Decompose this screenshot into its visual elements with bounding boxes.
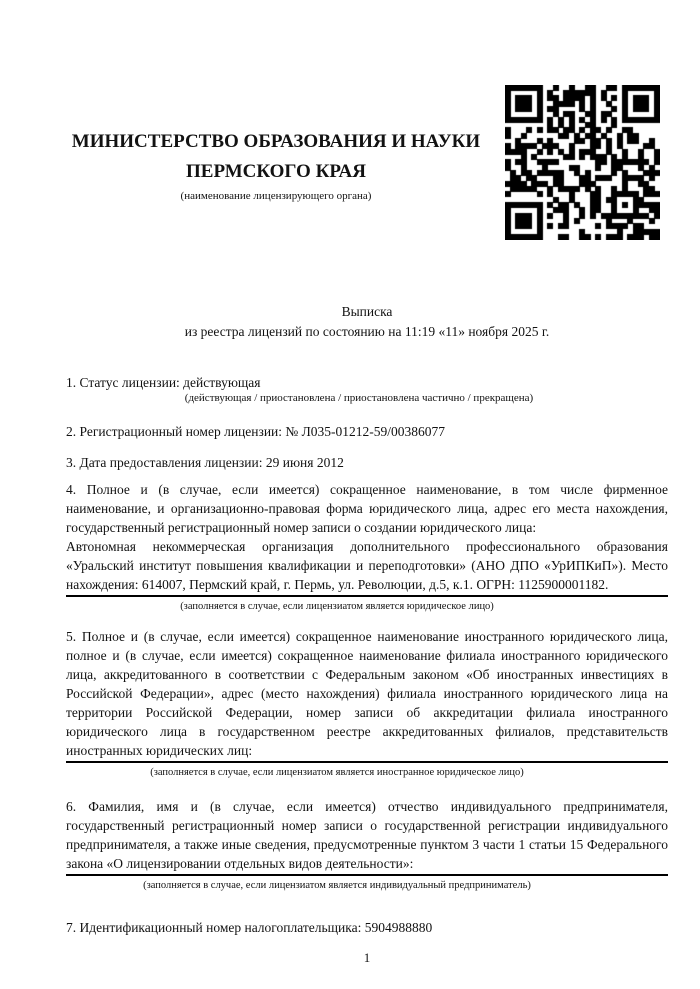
item-6-individual-entrepreneur (66, 797, 668, 892)
item-1-license-status (66, 373, 668, 404)
ministry-name-line2: ПЕРМСКОГО КРАЯ (186, 161, 366, 182)
item-7-taxpayer-number: 7. Идентификационный номер налогоплательщика: 5904988880 (66, 920, 433, 935)
document-title: Выписка (341, 304, 393, 319)
document-subtitle: из реестра лицензий по состоянию на 11:19 «11» ноября 2025 г. (184, 324, 550, 339)
item-3-license-date: 3. Дата предоставления лицензии: 29 июня 2012 (66, 455, 344, 470)
item-5-fill-line (66, 761, 668, 763)
item-5-foreign-entity (66, 627, 668, 779)
item-6-fill-line (66, 874, 668, 876)
item-4-legal-entity (66, 480, 668, 613)
item-4-fill-line (66, 595, 668, 597)
item-4-text: 4. Полное и (в случае, если имеется) сокращенное наименование, в том числе фирменное наименование, и организационно-правовая форма юридического лица, адрес его места нахождения, государственный регистрационный номер записи о создании юридического лица: (66, 482, 668, 535)
qr-code-icon (505, 85, 660, 240)
qr-code-canvas (505, 85, 660, 240)
item-5-caption: (заполняется в случае, если лицензиатом является иностранное юридическое лицо) (150, 767, 524, 778)
item-1-text: 1. Статус лицензии: действующая (66, 375, 261, 390)
item-1-caption: (действующая / приостановлена / приостановлена частично / прекращена) (184, 392, 534, 404)
item-4-value: Автономная некоммерческая организация дополнительного профессионального образования «Уральский институт повышения квалификации и переподготовки» (АНО ДПО «УрИПКиП»). Место нахождения: 614007, Пермский край, г. Пермь, ул. Революции, д.5, к.1. ОГРН: 1125900001182. (66, 539, 668, 592)
item-5-text: 5. Полное и (в случае, если имеется) сокращенное наименование иностранного юридического лица, полное и (в случае, если имеется) сокращенное наименование филиала иностранного юридического лица, аккредитованного в соответствии с Федеральным законом «Об иностранных инвестициях в Российской Федерации», адрес (место нахождения) филиала иностранного юридического лица на территории Российской Федерации, номер записи об аккредитации филиала иностранного юридического лица в государственном реестре аккредитованных филиалов, представительств иностранных юридических лиц: (66, 629, 668, 758)
item-4-caption: (заполняется в случае, если лицензиатом является юридическое лицо) (180, 601, 494, 612)
ministry-name-line1: МИНИСТЕРСТВО ОБРАЗОВАНИЯ И НАУКИ (71, 131, 481, 152)
item-2-registration-number: 2. Регистрационный номер лицензии: № Л035-01212-59/00386077 (66, 424, 446, 439)
item-6-caption: (заполняется в случае, если лицензиатом является индивидуальный предприниматель) (143, 880, 531, 891)
item-6-text: 6. Фамилия, имя и (в случае, если имеется) отчество индивидуального предпринимателя, государственный регистрационный номер записи о государственной регистрации индивидуального предпринимателя, а также иные сведения, предусмотренные пунктом 3 части 1 статьи 15 Федерального закона «О лицензировании отдельных видов деятельности»: (66, 799, 668, 871)
licensing-authority-header (56, 127, 496, 203)
ministry-name-caption: (наименование лицензирующего органа) (180, 190, 372, 202)
page-number: 1 (363, 950, 371, 965)
